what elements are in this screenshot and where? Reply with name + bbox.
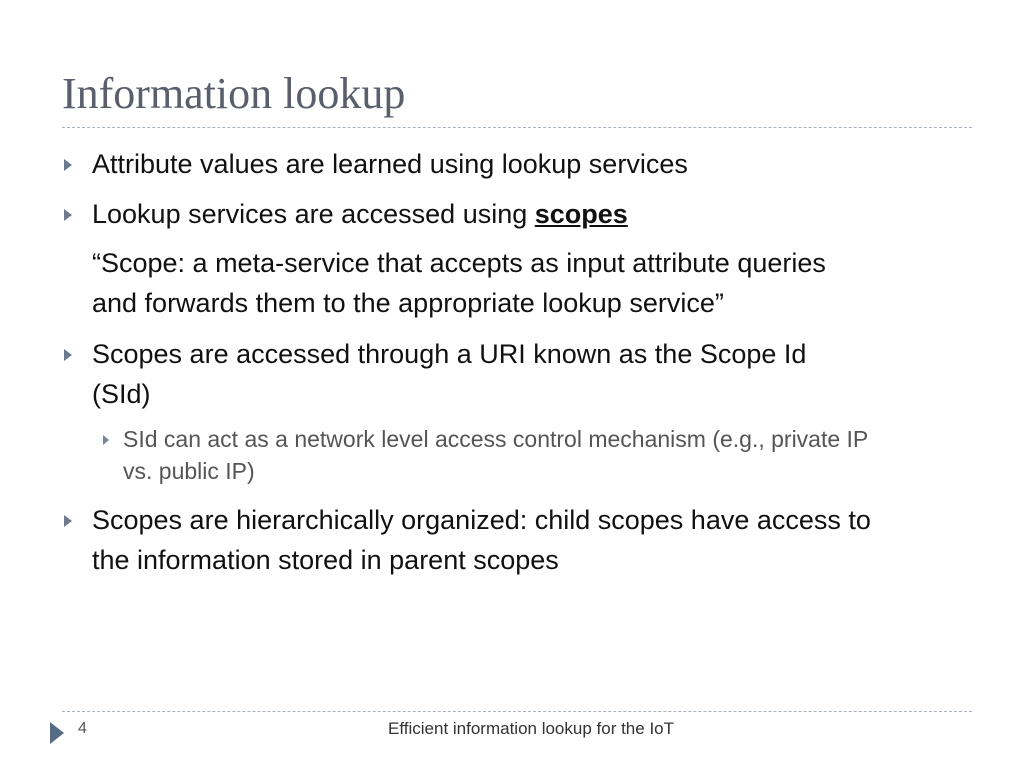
sub-bullet-1 <box>123 423 868 487</box>
page-number: 4 <box>78 720 87 737</box>
bullet-2 <box>92 194 628 234</box>
quote-line-1: “Scope: a meta-service that accepts as input attribute queries <box>92 248 826 278</box>
sub-bullet-line-1: SId can act as a network level access control mechanism (e.g., private IP <box>123 426 869 452</box>
quote-line-2: and forwards them to the appropriate lookup service” <box>92 288 724 318</box>
sub-bullet-arrow-icon <box>103 435 109 445</box>
scope-definition-quote <box>92 243 826 323</box>
slide-title: Information lookup <box>62 69 406 118</box>
bullet-arrow-icon <box>64 159 72 171</box>
bullet-arrow-icon <box>64 349 72 361</box>
footer-title: Efficient information lookup for the IoT <box>388 719 675 738</box>
bullet-1 <box>92 144 688 184</box>
bullet-3 <box>92 334 806 414</box>
scopes-keyword: scopes <box>534 199 628 229</box>
footer-arrow-icon <box>50 722 64 744</box>
bullet-arrow-icon <box>64 515 72 527</box>
bullet-4-line-1: Scopes are hierarchically organized: child scopes have access to <box>92 505 871 535</box>
bullet-3-line-2: (SId) <box>92 379 151 409</box>
footer-divider <box>62 711 972 712</box>
sub-bullet-line-2: vs. public IP) <box>123 458 255 484</box>
title-divider <box>62 127 972 128</box>
bullet-2-text: Lookup services are accessed using <box>92 199 535 229</box>
bullet-1-text: Attribute values are learned using lookup services <box>92 149 688 179</box>
bullet-4-line-2: the information stored in parent scopes <box>92 545 559 575</box>
bullet-4 <box>92 500 871 580</box>
bullet-3-line-1: Scopes are accessed through a URI known as the Scope Id <box>92 339 807 369</box>
bullet-arrow-icon <box>64 209 72 221</box>
